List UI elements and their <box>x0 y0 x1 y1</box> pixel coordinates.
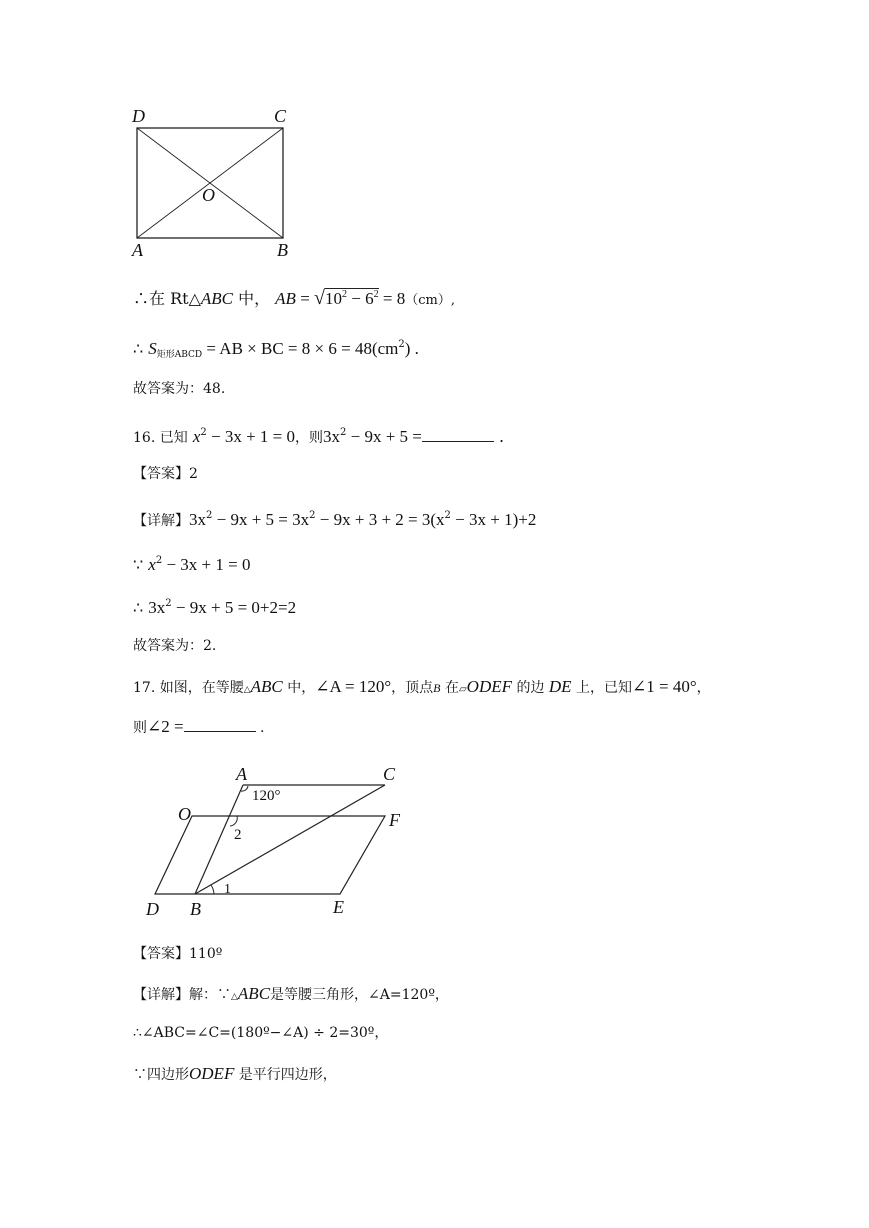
math: x <box>192 427 201 446</box>
math: B <box>433 681 441 695</box>
angle-1-arc <box>211 885 214 894</box>
text: 的边 <box>512 680 549 696</box>
label-c: C <box>383 764 396 784</box>
parallelogram-odef <box>155 816 385 894</box>
text: 中， <box>282 680 316 696</box>
label-c: C <box>274 106 287 126</box>
detail-17-line1: 【详解】解：∵△ABC是等腰三角形，∠A=120º， <box>133 984 449 1003</box>
answer-label: 【答案】 <box>133 466 189 482</box>
detail-16-line1: 【详解】$3x^2 - 9x + 5 = 3x^2 - 9x + 3 + 2 = 3(x^2 - 3x + 1)+2$ <box>133 510 537 529</box>
math: − 9x + 5 = 3x <box>212 510 310 529</box>
label-f: F <box>389 810 400 830</box>
text: ∵四边形 <box>133 1067 189 1083</box>
math: = 8 <box>378 289 406 308</box>
math: − 9x + 5 = 0+2=2 <box>171 598 297 617</box>
math: = AB × BC = 8 × 6 = 48(cm <box>202 339 399 358</box>
math: 10 <box>325 289 343 308</box>
math: ) . <box>404 339 419 358</box>
math: − 3x + 1)+2 <box>450 510 537 529</box>
detail-17-line2: ∴∠ABC=∠C=(180º−∠A) ÷ 2=30º， <box>133 1025 389 1041</box>
math: AB <box>275 289 296 308</box>
problem-16: 16. 已知 $x^2 - 3x + 1 = 0$，则$3x^2 - 9x + 5$ = . <box>133 427 505 446</box>
problem-17-line2 <box>133 716 265 739</box>
answer-line-15: 故答案为：48. <box>133 381 226 397</box>
label-e: E <box>333 897 344 917</box>
text: ∴在 Rt△ <box>133 289 201 308</box>
unit: （cm）, <box>405 293 455 308</box>
label-d: D <box>132 106 145 126</box>
math: x <box>148 555 156 574</box>
math: 3x <box>323 427 340 446</box>
detail-label: 【详解】 <box>133 513 189 529</box>
math: − 6 <box>347 289 374 308</box>
answer-value: 2 <box>189 466 198 482</box>
answer-16 <box>133 463 198 485</box>
answer-17 <box>133 943 222 965</box>
text: 则 <box>133 720 147 736</box>
label-a: A <box>132 240 143 260</box>
math: ABC <box>200 289 233 308</box>
text: ， <box>696 680 711 696</box>
detail-16-because: ∵ $x^2 - 3x + 1 = 0$ <box>133 555 251 574</box>
text: . <box>255 720 265 736</box>
math: − 3x + 1 = 0 <box>206 427 295 446</box>
label-b: B <box>190 899 201 919</box>
answer-blank <box>422 427 494 442</box>
answer-label: 【答案】 <box>133 946 189 962</box>
solution-line-ab: ∴在 Rt△ABC 中， AB = $√10^2 - 6^2 = 8(cm)$, <box>133 287 455 309</box>
label-1: 1 <box>224 882 231 897</box>
answer-line-16: 故答案为：2. <box>133 638 217 654</box>
segment-bc <box>195 785 385 894</box>
answer-blank <box>184 717 256 732</box>
label-d: D <box>146 899 159 919</box>
detail-16-therefore: ∴ $3x^2 - 9x + 5 = 0+2=2$ <box>133 598 297 617</box>
detail-17-line3 <box>133 1063 337 1086</box>
math: S <box>148 339 157 358</box>
math: ∠A = 120° <box>315 677 392 696</box>
because-symbol: ∵ <box>133 555 149 574</box>
math: ABC <box>250 677 283 696</box>
label-120: 120° <box>252 788 281 804</box>
math: ODEF <box>189 1064 235 1083</box>
label-o: O <box>202 185 215 205</box>
text: 在 <box>440 680 459 696</box>
answer-value: 110º <box>189 946 223 962</box>
angle-2-arc <box>230 816 237 826</box>
text: 是等腰三角形，∠A=120º， <box>270 987 449 1003</box>
detail-label: 【详解】解：∵ <box>133 987 231 1003</box>
text: 是平行四边形， <box>234 1067 337 1083</box>
math: ABC <box>237 984 271 1003</box>
rectangle-figure <box>128 104 308 264</box>
math: DE <box>548 677 572 696</box>
text: . <box>493 427 505 446</box>
label-a: A <box>236 764 247 784</box>
problem-17-line1: 17. 如图，在等腰△ABC 中，∠A = 120°，顶点B 在▱ODEF 的边 DE 上，已知∠1 = 40°， <box>133 677 711 696</box>
math: ∠2 = <box>147 717 184 736</box>
label-2: 2 <box>234 827 242 843</box>
math: ODEF <box>466 677 512 696</box>
text: 上，已知 <box>571 680 633 696</box>
therefore-symbol: ∴ <box>133 598 149 617</box>
text: ，则 <box>295 430 323 446</box>
math: 3x <box>189 510 206 529</box>
math: ∠1 = 40° <box>632 677 697 696</box>
problem-number: 16. 已知 <box>133 430 188 446</box>
math-subscript: 矩形ABCD <box>156 350 203 360</box>
therefore-symbol: ∴ <box>133 339 149 358</box>
text: 中， <box>232 289 271 308</box>
label-b: B <box>277 240 288 260</box>
parallelogram-figure <box>140 764 420 924</box>
label-o: O <box>178 804 191 824</box>
solution-line-area: ∴ $S_{矩形ABCD}$ = AB × BC = $8 \times 6 = 48(cm^2)$ . <box>133 339 419 360</box>
math: 3x <box>148 598 166 617</box>
math: − 9x + 5 = <box>346 427 422 446</box>
math: − 3x + 1 = 0 <box>162 555 251 574</box>
problem-number: 17. 如图，在等腰 <box>133 680 244 696</box>
text: ，顶点 <box>391 680 434 696</box>
math: − 9x + 3 + 2 = 3(x <box>315 510 445 529</box>
